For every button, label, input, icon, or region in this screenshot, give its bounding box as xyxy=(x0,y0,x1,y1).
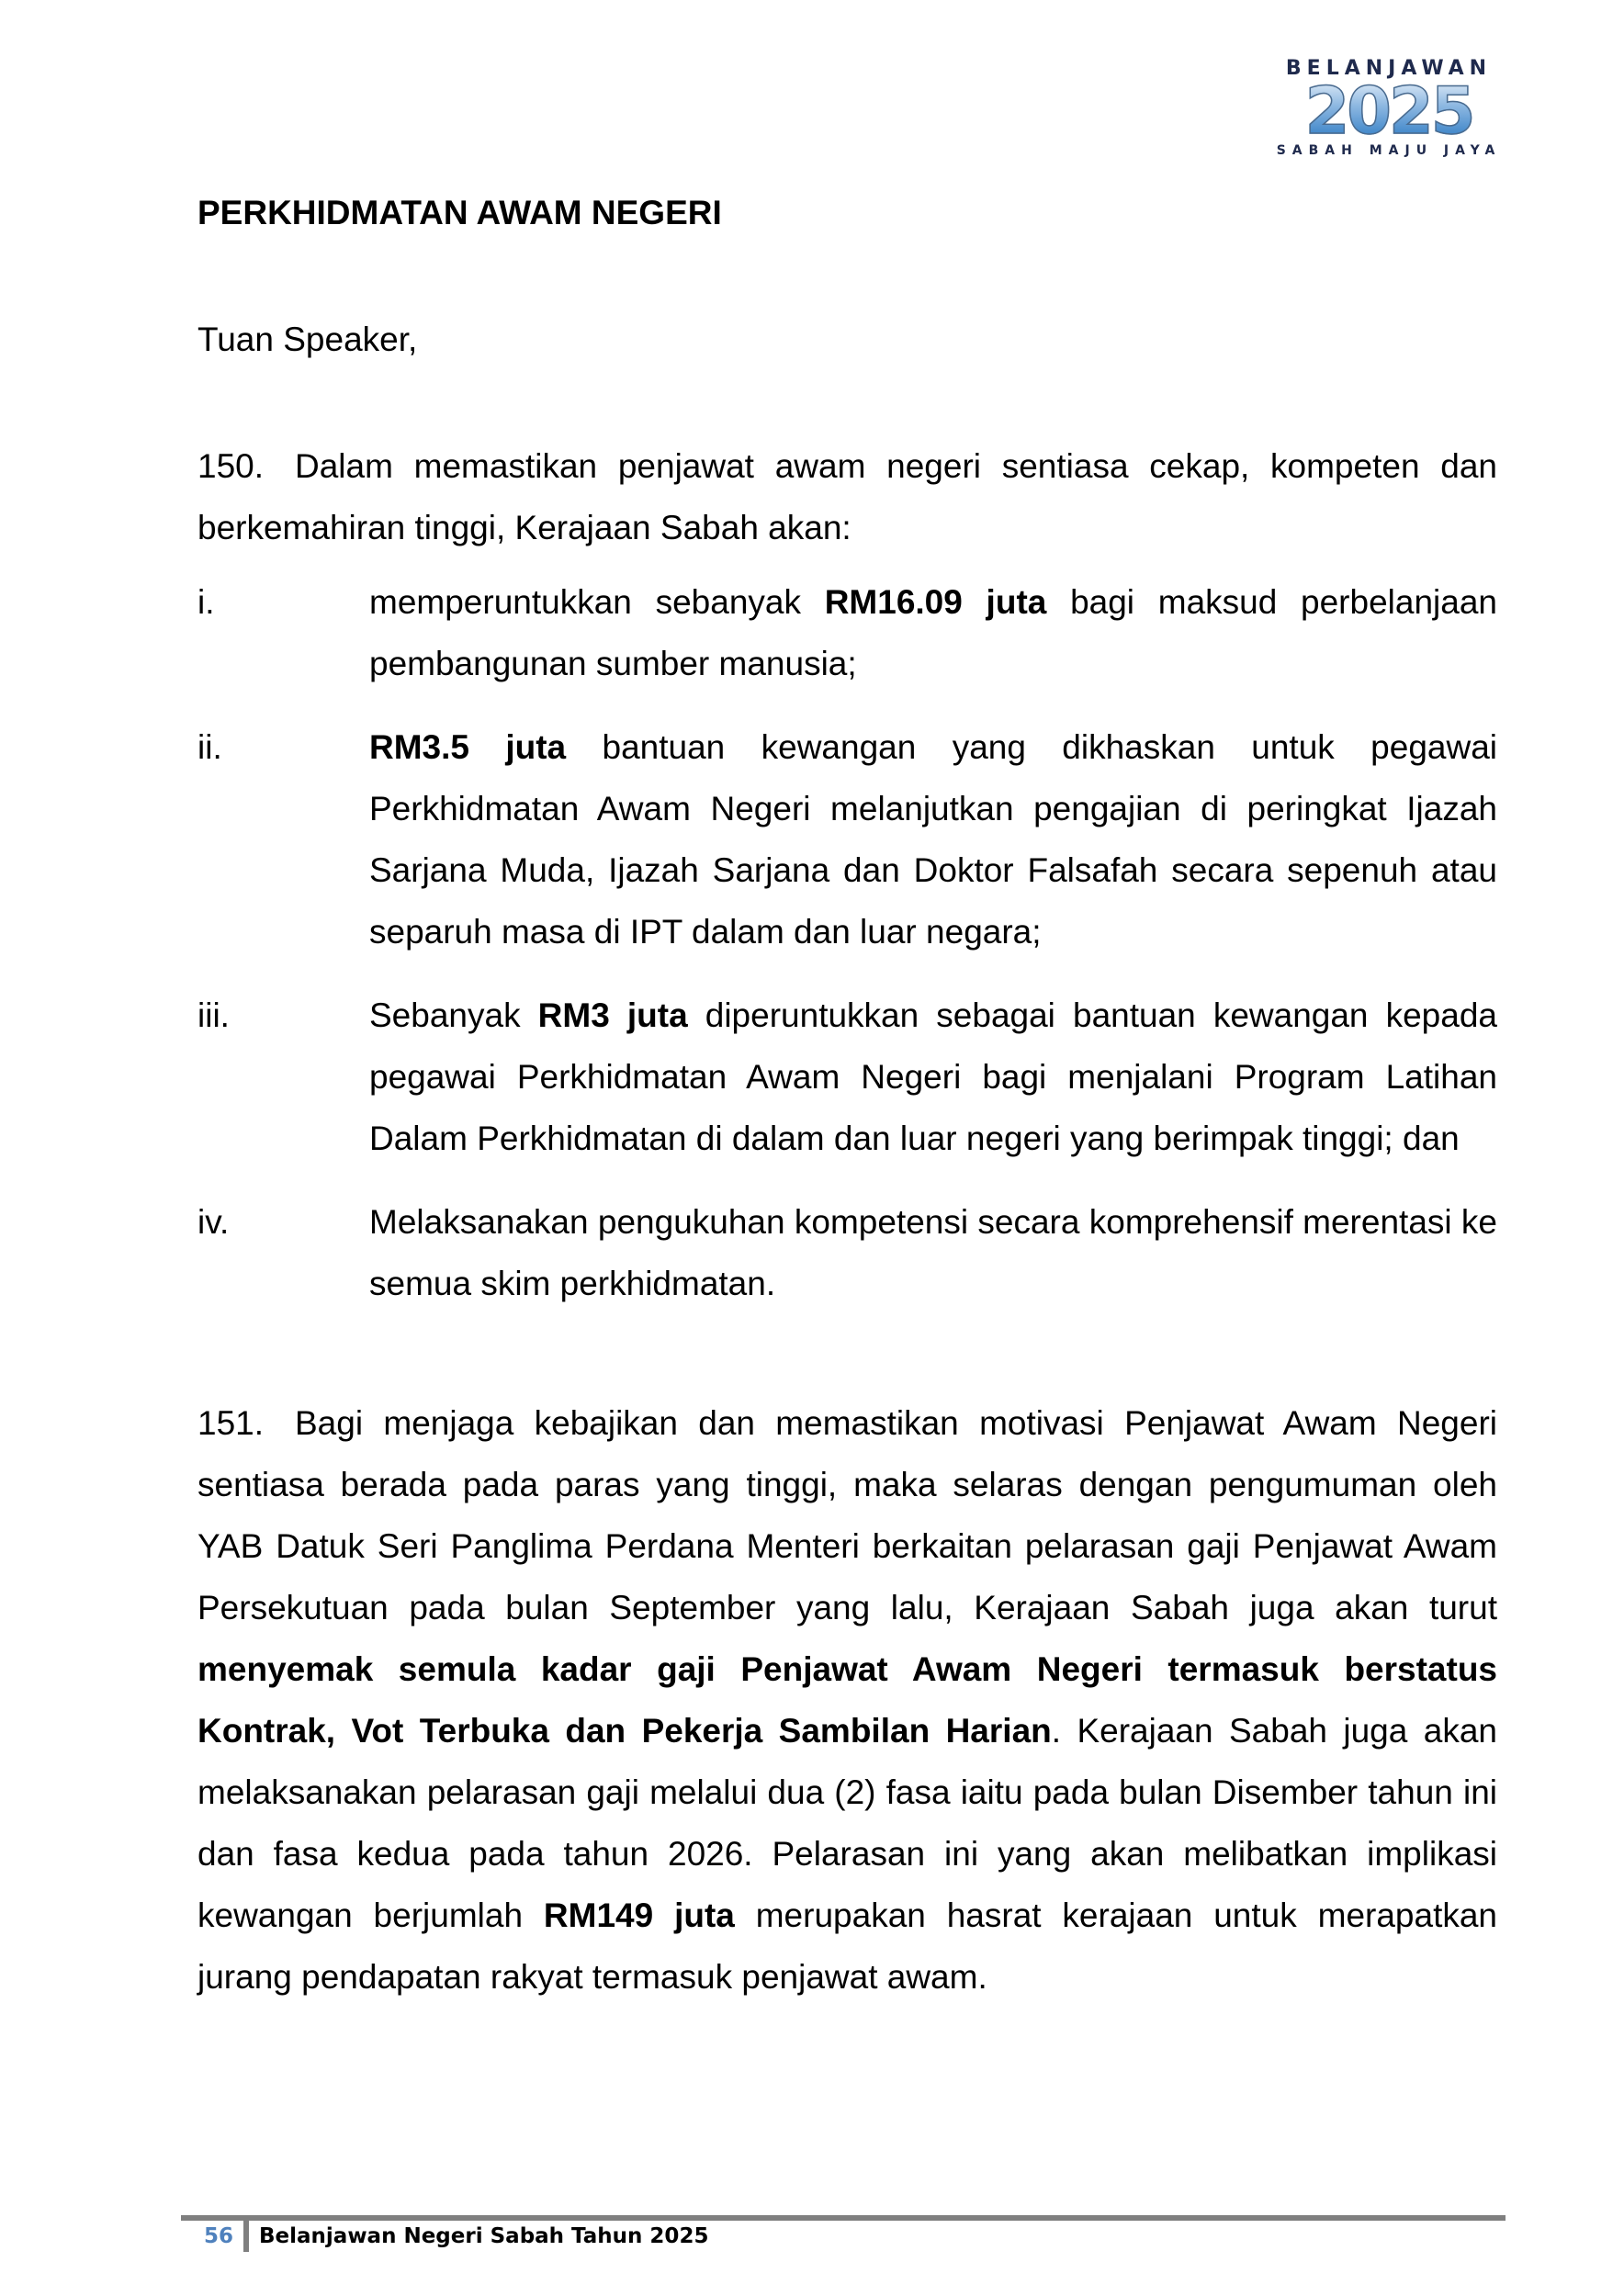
list-item xyxy=(197,571,1497,694)
item-text: bagi maksud perbelanjaan pembangunan sumber manusia; xyxy=(369,583,1497,682)
item-text: memperuntukkan sebanyak xyxy=(369,583,825,621)
item-amount: RM3.5 juta xyxy=(369,728,567,766)
logo-tagline: SABAH MAJU JAYA xyxy=(1276,143,1502,158)
paragraph-amount: RM149 juta xyxy=(543,1896,735,1934)
list-item xyxy=(197,716,1497,962)
list-item xyxy=(197,1191,1497,1314)
section-heading: PERKHIDMATAN AWAM NEGERI xyxy=(197,194,722,231)
item-text: Sebanyak xyxy=(369,996,538,1034)
paragraph-150 xyxy=(197,435,1497,558)
paragraph-text: merupakan hasrat kerajaan untuk merapatkan jurang pendapatan rakyat termasuk penjawat awam. xyxy=(197,1896,1498,1996)
logo-top-text: BELANJAWAN xyxy=(1285,57,1493,80)
paragraph-text: Dalam memastikan penjawat awam negeri sentiasa cekap, kompeten dan berkemahiran tinggi, Kerajaan Sabah akan: xyxy=(197,447,1497,546)
belanjawan-2025-logo xyxy=(1266,57,1512,176)
item-amount: RM3 juta xyxy=(537,996,688,1034)
item-text: bantuan kewangan yang dikhaskan untuk pegawai Perkhidmatan Awam Negeri melanjutkan pengajian di peringkat Ijazah Sarjana Muda, Ijazah Sarjana dan Doktor Falsafah secara sepenuh atau separuh masa di IPT dalam dan luar negara; xyxy=(369,728,1497,951)
salutation: Tuan Speaker, xyxy=(197,321,418,358)
paragraph-text: . Kerajaan Sabah juga akan melaksanakan pelarasan gaji melalui dua (2) fasa iaitu pada bulan Disember tahun ini dan fasa kedua pada tahun 2026. Pelarasan ini yang akan melibatkan implikasi kewangan berjumlah xyxy=(197,1712,1497,1934)
list-marker: i. xyxy=(197,583,215,621)
list-item xyxy=(197,985,1497,1169)
item-amount: RM16.09 juta xyxy=(824,583,1047,621)
paragraph-151 xyxy=(197,1392,1497,2008)
document-body xyxy=(197,193,1497,2008)
item-text: diperuntukkan sebagai bantuan kewangan kepada pegawai Perkhidmatan Awam Negeri bagi menjalani Program Latihan Dalam Perkhidmatan di dalam dan luar negeri yang berimpak tinggi; dan xyxy=(369,996,1497,1157)
paragraph-150-list xyxy=(197,571,1497,1314)
paragraph-number: 150. xyxy=(197,447,265,485)
page-number: 56 xyxy=(204,2224,234,2248)
list-marker: iv. xyxy=(197,1203,230,1241)
paragraph-text: Bagi menjaga kebajikan dan memastikan motivasi Penjawat Awam Negeri sentiasa berada pada paras yang tinggi, maka selaras dengan pengumuman oleh YAB Datuk Seri Panglima Perdana Menteri berkaitan pelarasan gaji Penjawat Awam Persekutuan pada bulan September yang lalu, Kerajaan Sabah juga akan turut xyxy=(197,1404,1497,1626)
paragraph-emphasis: menyemak semula kadar gaji Penjawat Awam Negeri termasuk berstatus Kontrak, Vot Terbuka dan Pekerja Sambilan Harian xyxy=(197,1650,1497,1750)
list-marker: iii. xyxy=(197,996,230,1034)
logo-year: 2025 xyxy=(1266,81,1512,141)
item-text: Melaksanakan pengukuhan kompetensi secara komprehensif merentasi ke semua skim perkhidmatan. xyxy=(369,1203,1497,1302)
list-marker: ii. xyxy=(197,728,222,766)
footer-title: Belanjawan Negeri Sabah Tahun 2025 xyxy=(259,2224,709,2248)
footer-rule xyxy=(181,2215,1506,2221)
paragraph-number: 151. xyxy=(197,1404,265,1442)
footer-divider xyxy=(243,2215,249,2252)
